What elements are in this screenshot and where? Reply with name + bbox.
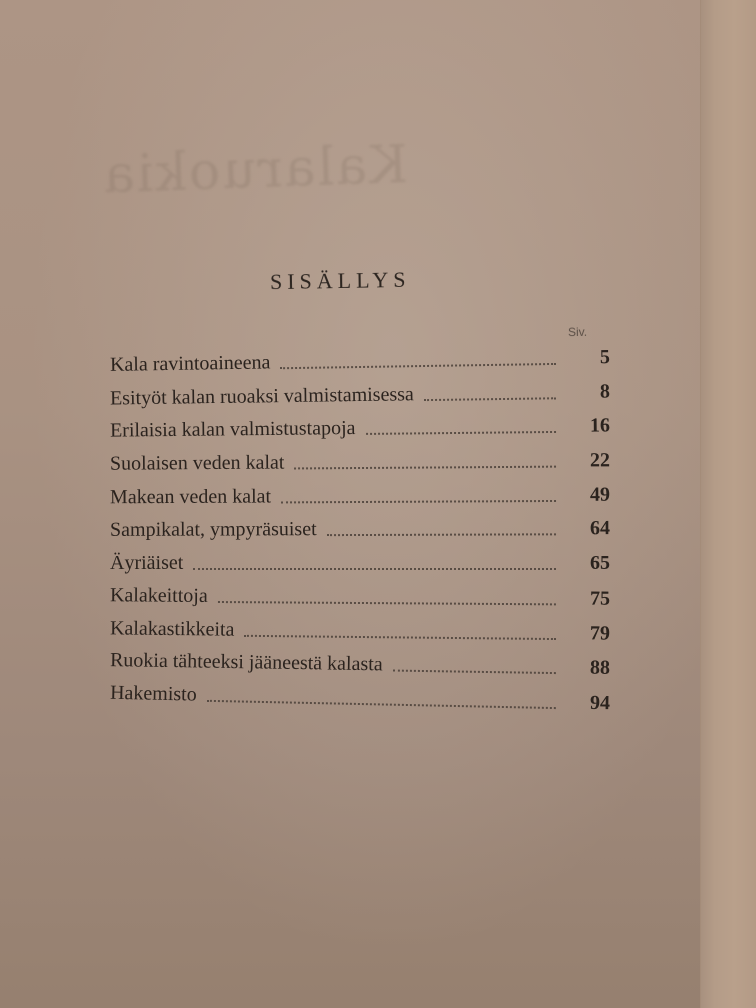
toc-entry: [110, 444, 610, 481]
dot-leader: [294, 465, 556, 470]
toc-entry-page: 5: [599, 346, 611, 369]
toc-entry-page: 22: [589, 449, 611, 472]
dot-leader: [244, 634, 556, 640]
toc-list: [110, 345, 610, 716]
toc-entry-label: Äyriäiset: [110, 552, 184, 575]
dot-leader: [366, 431, 557, 436]
toc-entry-label: Kala ravintoaineena: [109, 351, 271, 377]
bleed-through-title: Kalaruokia: [100, 134, 409, 206]
toc-entry: [110, 478, 610, 514]
dot-leader: [281, 362, 557, 369]
toc-entry-page: 16: [589, 415, 611, 438]
toc-entry-page: 49: [589, 483, 611, 506]
toc-title: SISÄLLYS: [269, 266, 411, 295]
toc-entry-page: 88: [589, 657, 611, 680]
toc-entry-label: Esityöt kalan ruoaksi valmistamisessa: [109, 383, 414, 410]
dot-leader: [193, 567, 556, 570]
toc-entry: [110, 513, 610, 548]
toc-entry-label: Sampikalat, ympyräsuiset: [109, 518, 317, 542]
dot-leader: [218, 600, 556, 605]
toc-entry-label: Erilaisia kalan valmistustapoja: [109, 417, 356, 443]
toc-entry-label: Ruokia tähteeksi jääneestä kalasta: [109, 649, 383, 676]
dot-leader: [327, 533, 556, 537]
dot-leader: [281, 499, 556, 503]
toc-entry-label: Kalakeittoja: [109, 584, 208, 608]
toc-entry-page: 8: [599, 380, 611, 403]
toc-entry-label: Suolaisen veden kalat: [109, 451, 285, 476]
toc-entry-page: 65: [590, 552, 610, 575]
toc-entry-label: Kalakastikkeita: [109, 617, 235, 641]
dot-leader: [207, 699, 556, 709]
toc-entry-page: 64: [589, 517, 611, 540]
toc-entry: [110, 547, 610, 581]
toc-entry-page: 75: [589, 587, 611, 610]
toc-entry: [110, 410, 610, 449]
toc-entry-label: Hakemisto: [109, 681, 197, 706]
toc-entry-label: Makean veden kalat: [109, 485, 272, 509]
dot-leader: [424, 396, 556, 401]
toc-entry-page: 79: [589, 622, 611, 645]
next-page-edge: [700, 0, 756, 1008]
page-column-label: Siv.: [567, 324, 588, 340]
toc-entry-page: 94: [589, 692, 611, 715]
dot-leader: [393, 669, 556, 675]
toc-entry: [110, 579, 610, 616]
